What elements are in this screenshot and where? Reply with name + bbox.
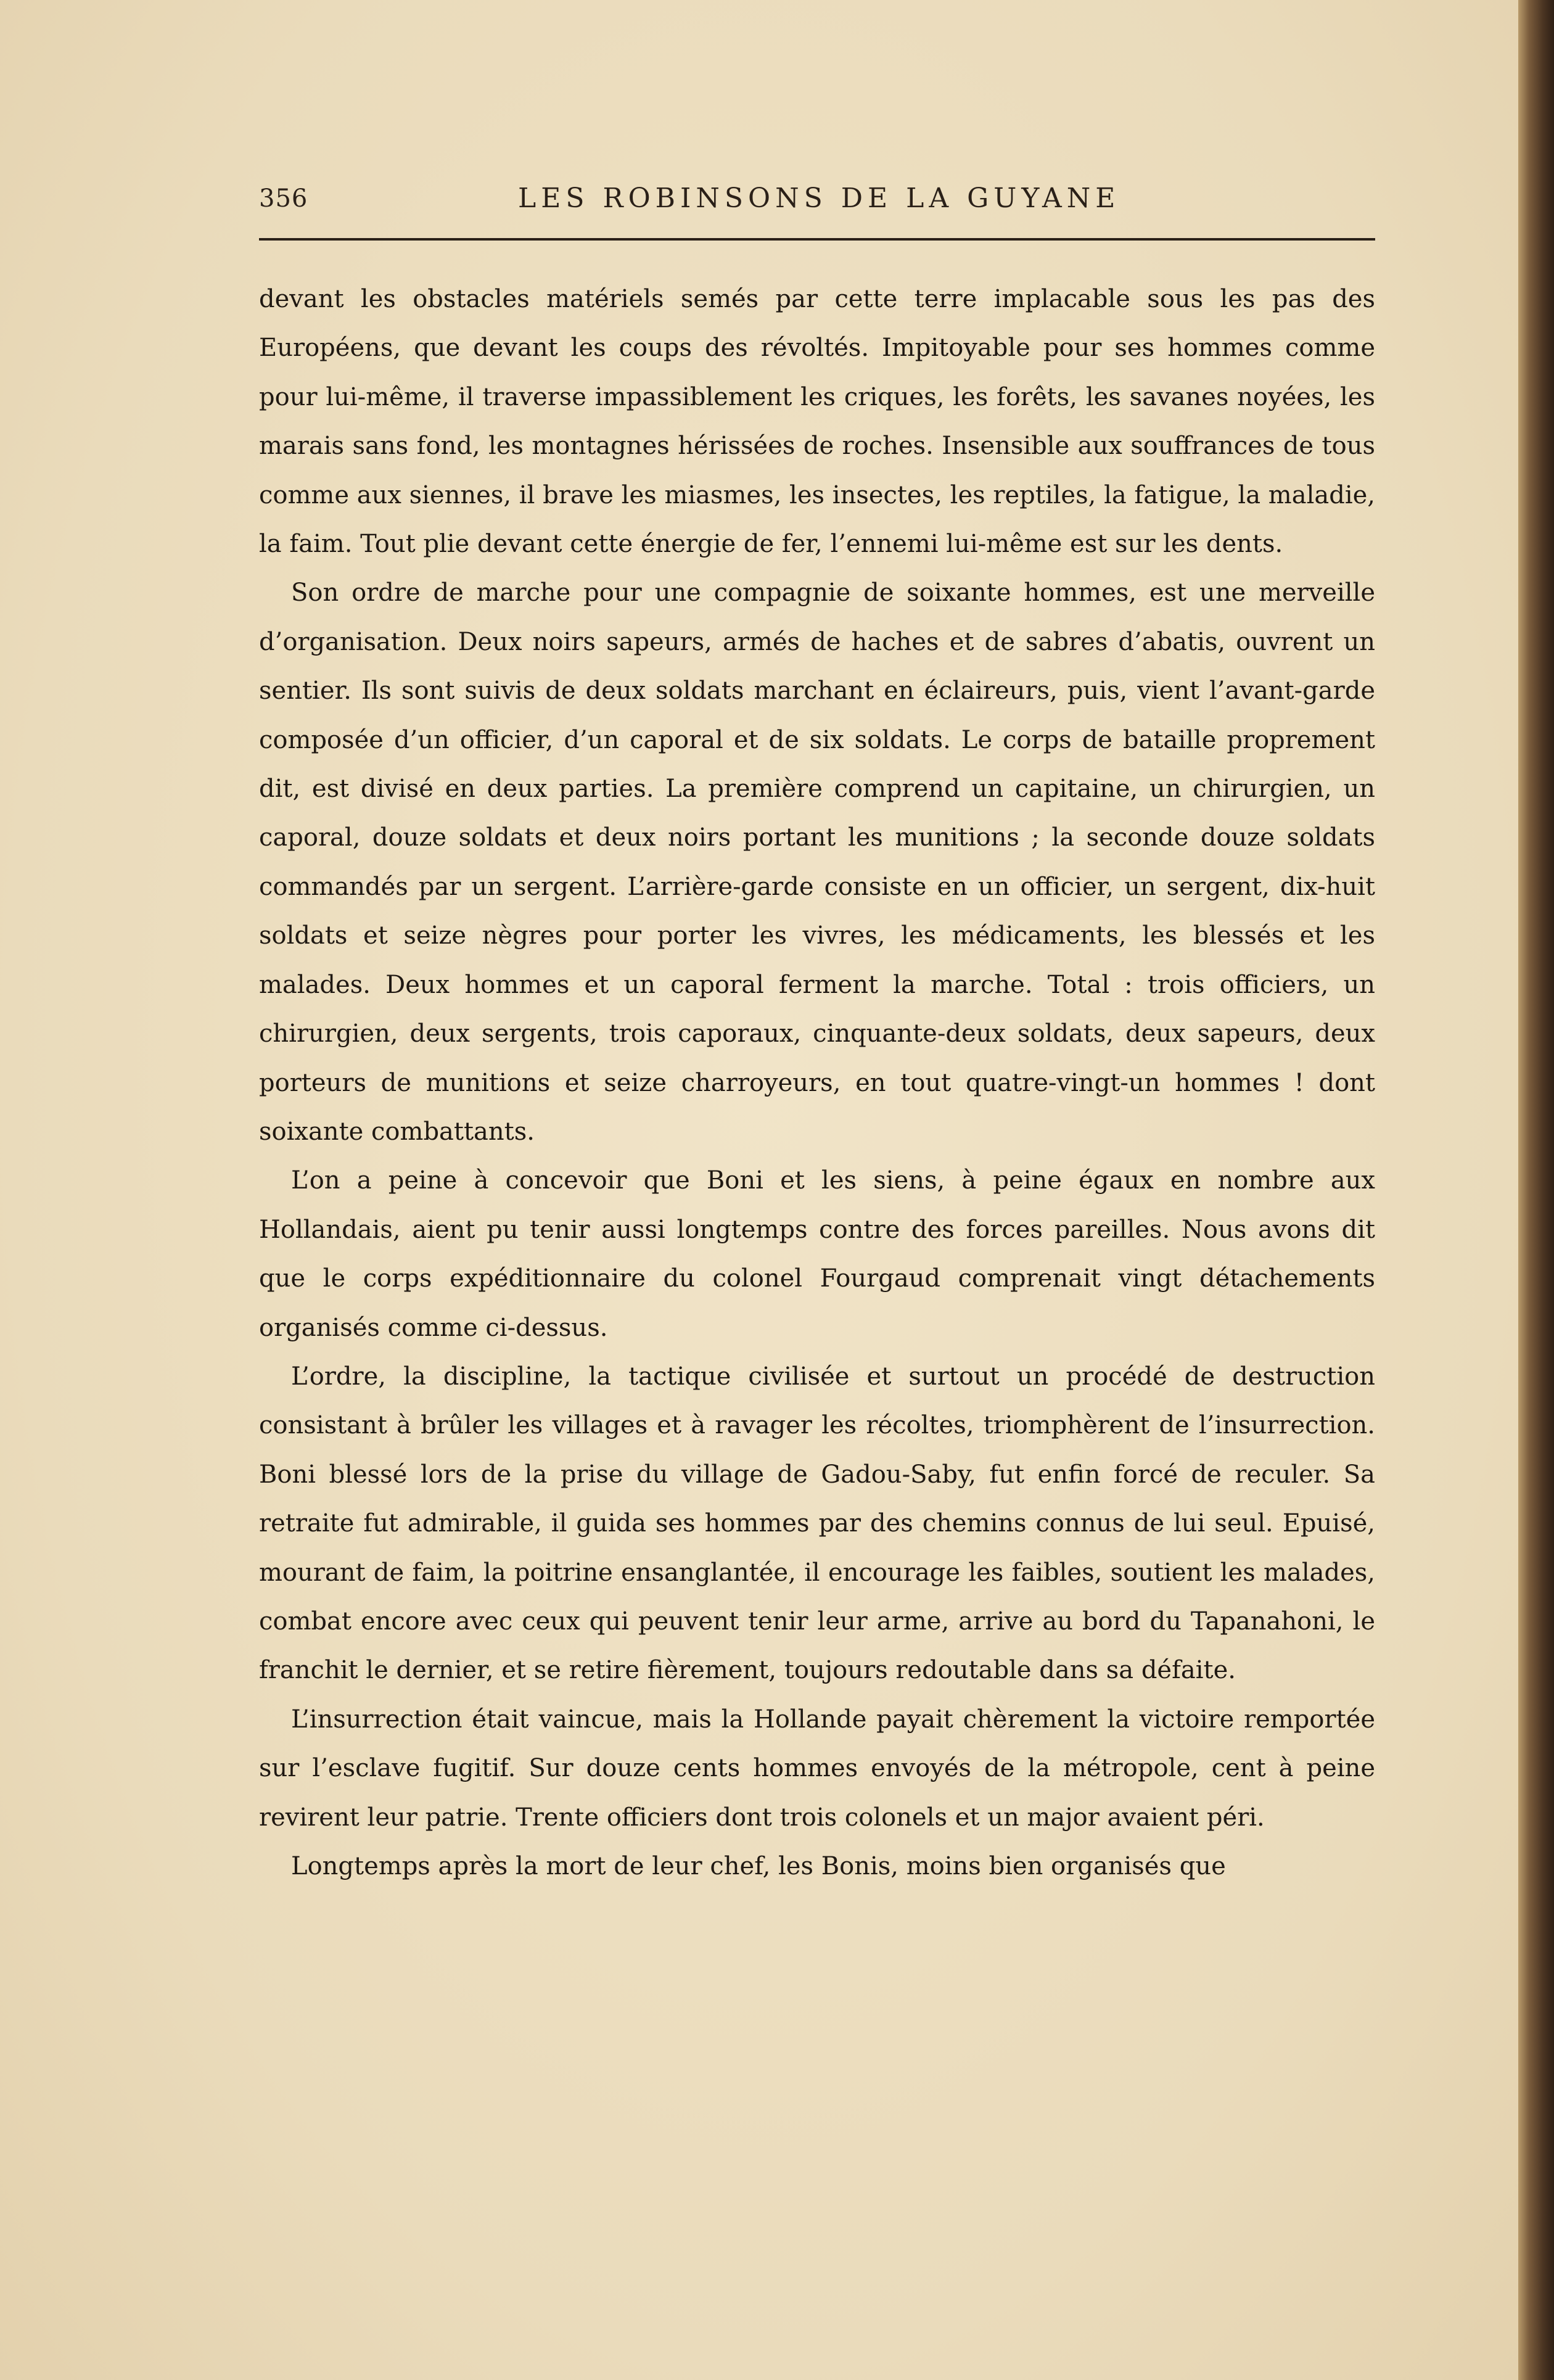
paragraph: Longtemps après la mort de leur chef, les Bonis, moins bien organisés que xyxy=(291,1852,1226,1880)
body-text xyxy=(259,275,1375,1891)
book-spine-edge xyxy=(1518,0,1554,2380)
page-header xyxy=(259,180,1375,217)
page-number: 356 xyxy=(259,184,308,213)
paragraph: L’insurrection était vaincue, mais la Hollande payait chèrement la victoire remportée sur l’esclave fugitif. Sur douze cents hommes envoyés de la métropole, cent à peine revirent leur patrie. Trente officiers dont trois colonels et un major avaient péri. xyxy=(259,1705,1375,1832)
header-rule xyxy=(259,238,1375,241)
paragraph: devant les obstacles matériels semés par cette terre implacable sous les pas des Européens, que devant les coups des révoltés. Impitoyable pour ses hommes comme pour lui-même, il traverse impassiblement les criques, les forêts, les savanes noyées, les marais sans fond, les montagnes hérissées de roches. Insensible aux souffrances de tous comme aux siennes, il brave les miasmes, les insectes, les reptiles, la fatigue, la maladie, la faim. Tout plie devant cette énergie de fer, l’ennemi lui-même est sur les dents. xyxy=(259,285,1375,559)
running-title: LES ROBINSONS DE LA GUYANE xyxy=(518,183,1120,214)
paragraph: Son ordre de marche pour une compagnie de soixante hommes, est une merveille d’organisation. Deux noirs sapeurs, armés de haches et de sabres d’abatis, ouvrent un sentier. Ils sont suivis de deux soldats marchant en éclaireurs, puis, vient l’avant-garde composée d’un officier, d’un caporal et de six soldats. Le corps de bataille proprement dit, est divisé en deux parties. La première comprend un capitaine, un chirurgien, un caporal, douze soldats et deux noirs portant les munitions ; la seconde douze soldats commandés par un sergent. L’arrière-garde consiste en un officier, un sergent, dix-huit soldats et seize nègres pour porter les vivres, les médicaments, les blessés et les malades. Deux hommes et un caporal ferment la marche. Total : trois officiers, un chirurgien, deux sergents, trois caporaux, cinquante-deux soldats, deux sapeurs, deux porteurs de munitions et seize charroyeurs, en tout quatre-vingt-un hommes ! dont soixante combattants. xyxy=(259,579,1375,1146)
paragraph: L’ordre, la discipline, la tactique civilisée et surtout un procédé de destruction consistant à brûler les villages et à ravager les récoltes, triomphèrent de l’insurrection. Boni blessé lors de la prise du village de Gadou-Saby, fut enfin forcé de reculer. Sa retraite fut admirable, il guida ses hommes par des chemins connus de lui seul. Epuisé, mourant de faim, la poitrine ensanglantée, il encourage les faibles, soutient les malades, combat encore avec ceux qui peuvent tenir leur arme, arrive au bord du Tapanahoni, le franchit le dernier, et se retire fièrement, toujours redoutable dans sa défaite. xyxy=(259,1362,1375,1685)
paragraph: L’on a peine à concevoir que Boni et les siens, à peine égaux en nombre aux Hollandais, aient pu tenir aussi longtemps contre des forces pareilles. Nous avons dit que le corps expéditionnaire du colonel Fourgaud comprenait vingt détachements organisés comme ci-dessus. xyxy=(259,1166,1375,1342)
